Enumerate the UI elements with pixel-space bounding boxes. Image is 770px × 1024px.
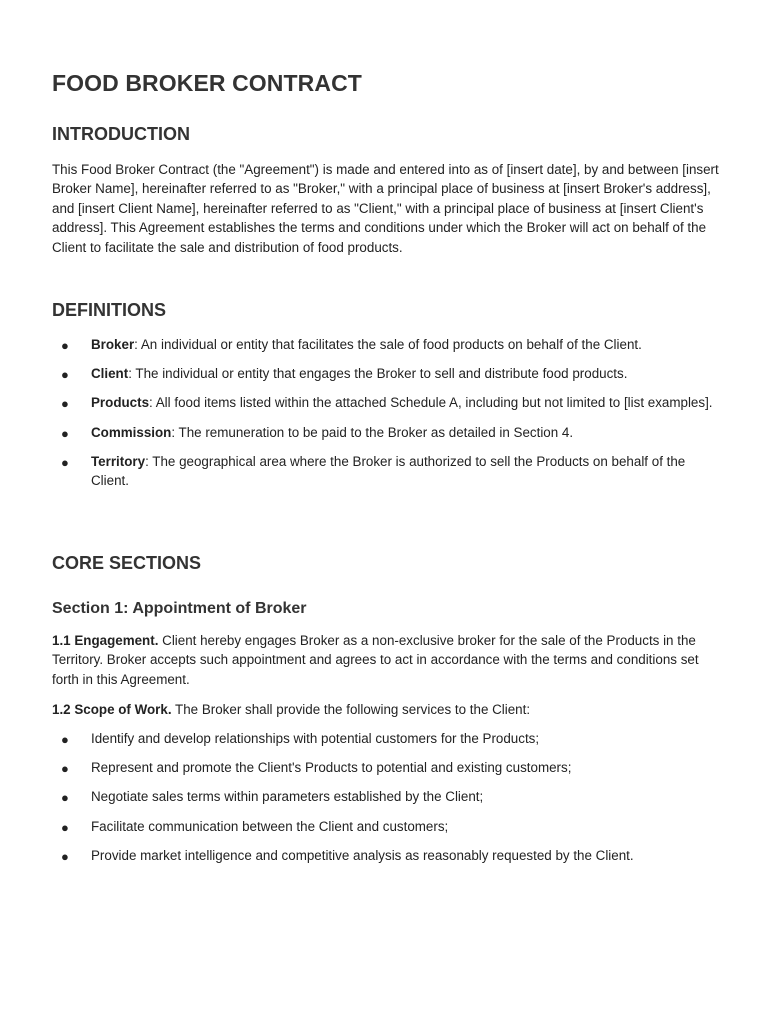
definition-item-commission [52,423,724,442]
clause-1-2-text: The Broker shall provide the following services to the Client: [171,702,531,717]
bullet-icon: ● [61,819,69,835]
definition-text: : The geographical area where the Broker is authorized to sell the Products on behalf of the Client. [91,453,686,489]
definition-term: Commission [91,424,172,440]
bullet-icon: ● [61,338,69,353]
definition-item-broker [52,335,724,354]
definition-term: Products [91,395,150,411]
definition-term: Territory [91,453,146,469]
section-1-heading: Section 1: Appointment of Broker [52,600,307,617]
definition-item-territory [52,452,724,491]
service-item [52,787,724,806]
service-item [52,817,724,836]
document-title: FOOD BROKER CONTRACT [52,70,362,96]
clause-1-1-lead: 1.1 Engagement. [52,633,159,648]
clause-1-1-text: Client hereby engages Broker as a non-exclusive broker for the sale of the Products in the Territory. Broker accepts such appointment and agrees to act in accordance with the terms and conditions set forth in this Agreement. [52,633,699,687]
service-text: Negotiate sales terms within parameters established by the Client; [91,789,484,805]
service-item [52,846,724,865]
bullet-icon: ● [61,732,69,747]
service-text: Facilitate communication between the Client and customers; [91,818,449,834]
service-text: Represent and promote the Client's Products to potential and existing customers; [91,760,572,776]
bullet-icon: ● [61,761,69,777]
bullet-icon: ● [61,425,69,441]
definition-term: Broker [91,337,135,352]
definition-text: : All food items listed within the attached Schedule A, including but not limited to [list examples]. [149,395,713,411]
services-list [52,729,724,875]
bullet-icon: ● [61,367,69,383]
definitions-list [52,335,724,500]
service-text: Provide market intelligence and competitive analysis as reasonably requested by the Client. [91,847,634,863]
definition-text: : The remuneration to be paid to the Broker as detailed in Section 4. [171,424,574,440]
definition-item-client [52,364,724,383]
definition-text: : The individual or entity that engages the Broker to sell and distribute food products. [128,366,628,382]
clause-1-2 [52,700,724,719]
service-item [52,729,724,748]
bullet-icon: ● [61,396,69,412]
service-item [52,758,724,777]
definition-text: : An individual or entity that facilitates the sale of food products on behalf of the Client. [134,337,642,352]
clause-1-2-lead: 1.2 Scope of Work. [52,702,172,717]
definition-term: Client [91,366,129,382]
service-text: Identify and develop relationships with potential customers for the Products; [91,731,540,746]
introduction-heading: INTRODUCTION [52,124,190,144]
definitions-heading: DEFINITIONS [52,300,167,320]
bullet-icon: ● [61,790,69,806]
bullet-icon: ● [61,454,69,470]
introduction-paragraph: This Food Broker Contract (the "Agreement") is made and entered into as of [insert date], by and between [insert Broker Name], hereinafter referred to as "Broker," with a principal place of business at [insert Broker's address], and [insert Client Name], hereinafter referred to as "Client," with a principal place of business at [insert Client's address]. This Agreement establishes the terms and conditions under which the Broker will act on behalf of the Client to facilitate the sale and distribution of food products. [52,162,719,255]
bullet-icon: ● [61,848,69,864]
definition-item-products [52,393,724,412]
clause-1-1 [52,631,724,689]
core-sections-heading: CORE SECTIONS [52,553,202,573]
